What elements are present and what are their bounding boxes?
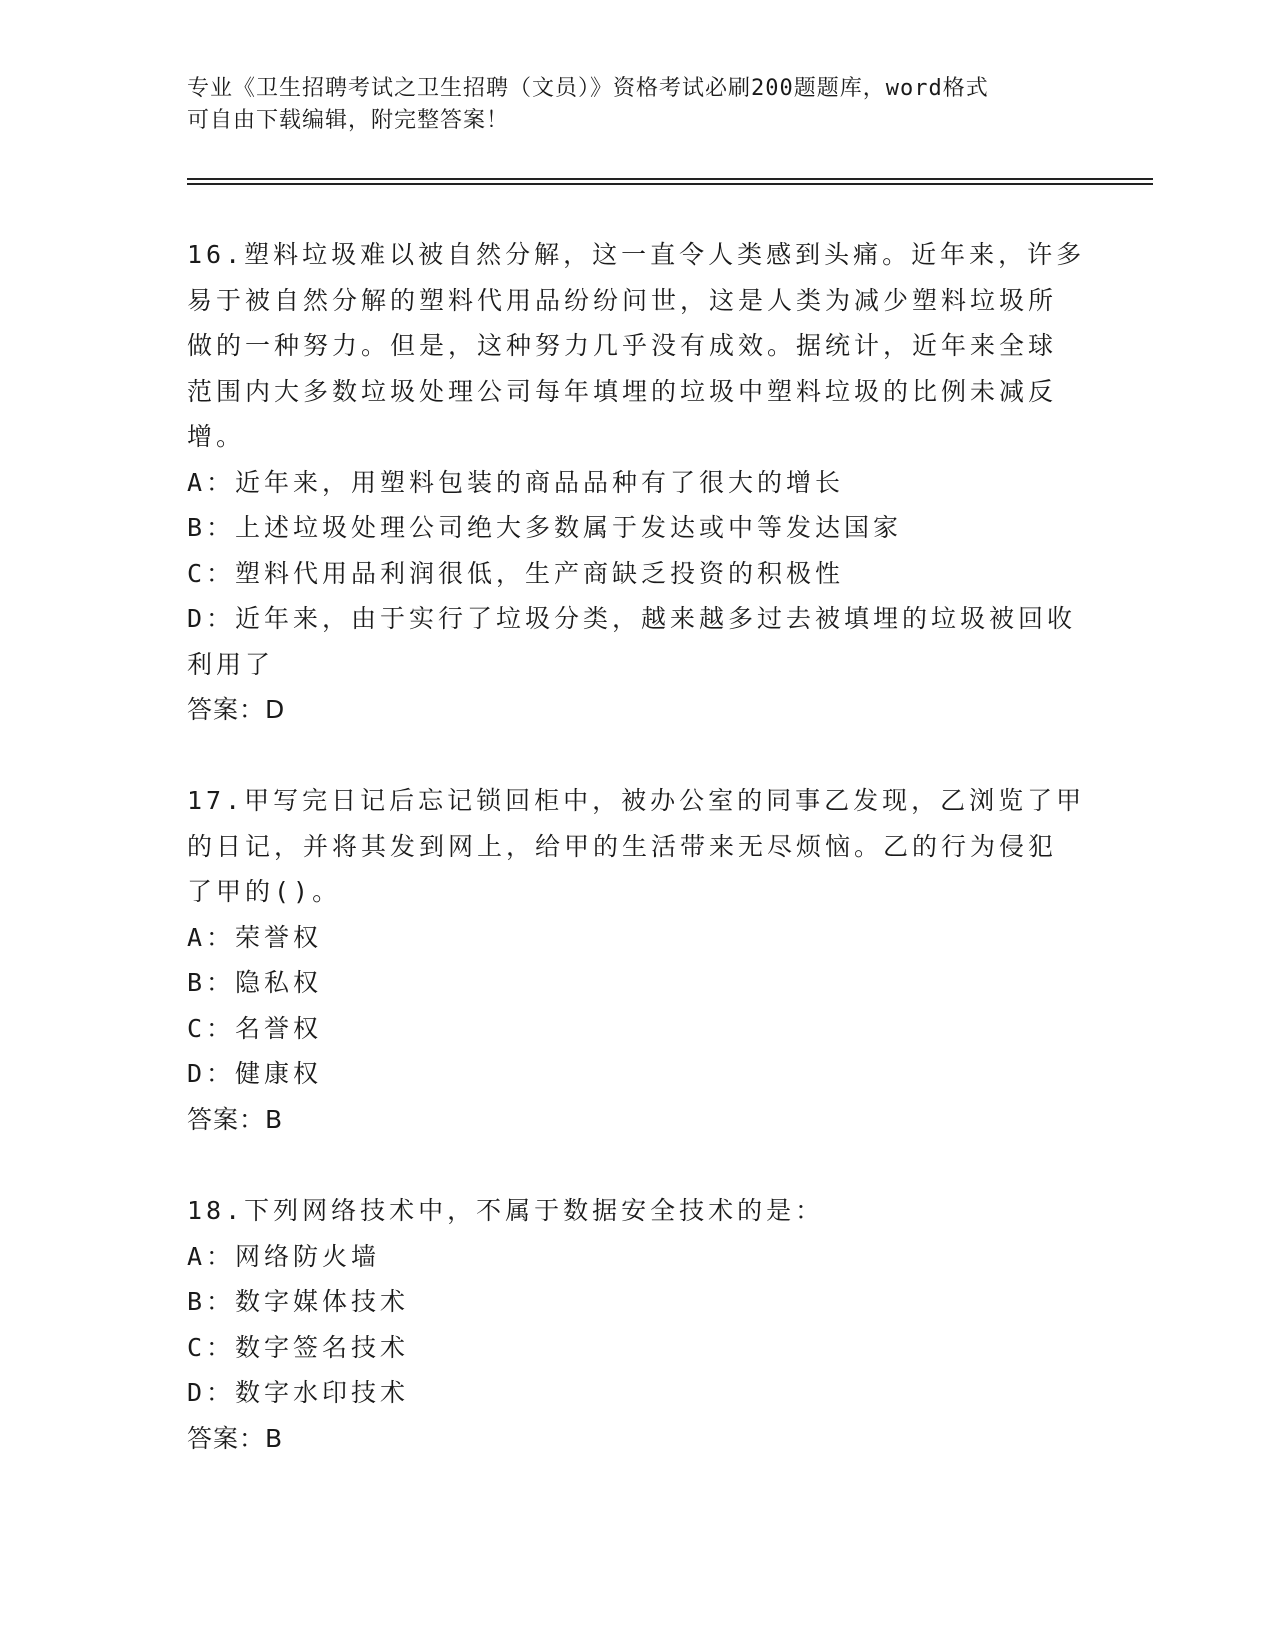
document-header — [187, 73, 1067, 137]
option-a: A：近年来，用塑料包装的商品品种有了很大的增长 — [187, 467, 845, 497]
option-b: B：数字媒体技术 — [187, 1287, 410, 1316]
question-stem-line: 的日记，并将其发到网上，给甲的生活带来无尽烦恼。乙的行为侵犯 — [187, 831, 1058, 861]
header-line-2: 可自由下载编辑，附完整答案！ — [187, 108, 510, 133]
header-divider-bottom — [187, 183, 1153, 185]
option-d: D：数字水印技术 — [187, 1378, 410, 1407]
header-line-1: 专业《卫生招聘考试之卫生招聘（文员）》资格考试必刷200题题库，word格式 — [187, 76, 989, 101]
question-stem-line: 范围内大多数垃圾处理公司每年填埋的垃圾中塑料垃圾的比例未减反 — [187, 376, 1058, 406]
question-stem-line: 18.下列网络技术中，不属于数据安全技术的是： — [187, 1196, 825, 1225]
option-c: C：塑料代用品利润很低，生产商缺乏投资的积极性 — [187, 558, 845, 588]
question-stem-line: 易于被自然分解的塑料代用品纷纷问世，这是人类为减少塑料垃圾所 — [187, 285, 1058, 315]
option-c: C：名誉权 — [187, 1013, 323, 1043]
question-stem-line: 16.塑料垃圾难以被自然分解，这一直令人类感到头痛。近年来，许多 — [187, 240, 1086, 269]
answer-line: 答案：D — [187, 695, 286, 724]
option-c: C：数字签名技术 — [187, 1332, 410, 1362]
answer-line: 答案：B — [187, 1104, 284, 1134]
option-b: B：隐私权 — [187, 968, 323, 997]
option-d-continued: 利用了 — [187, 649, 275, 679]
option-d: D：健康权 — [187, 1059, 323, 1088]
option-a: A：荣誉权 — [187, 922, 323, 952]
answer-line: 答案：B — [187, 1423, 284, 1453]
question-17 — [187, 778, 1087, 1142]
question-16 — [187, 232, 1087, 733]
option-a: A：网络防火墙 — [187, 1241, 381, 1271]
question-stem-line: 17.甲写完日记后忘记锁回柜中，被办公室的同事乙发现，乙浏览了甲 — [187, 786, 1086, 815]
header-divider-top — [187, 178, 1153, 180]
question-stem-line: 了甲的()。 — [187, 877, 342, 906]
option-d: D：近年来，由于实行了垃圾分类，越来越多过去被填埋的垃圾被回收 — [187, 604, 1077, 633]
question-18 — [187, 1188, 1087, 1461]
option-b: B：上述垃圾处理公司绝大多数属于发达或中等发达国家 — [187, 513, 903, 542]
question-stem-line: 做的一种努力。但是，这种努力几乎没有成效。据统计，近年来全球 — [187, 331, 1058, 360]
question-stem-line: 增。 — [187, 422, 246, 451]
